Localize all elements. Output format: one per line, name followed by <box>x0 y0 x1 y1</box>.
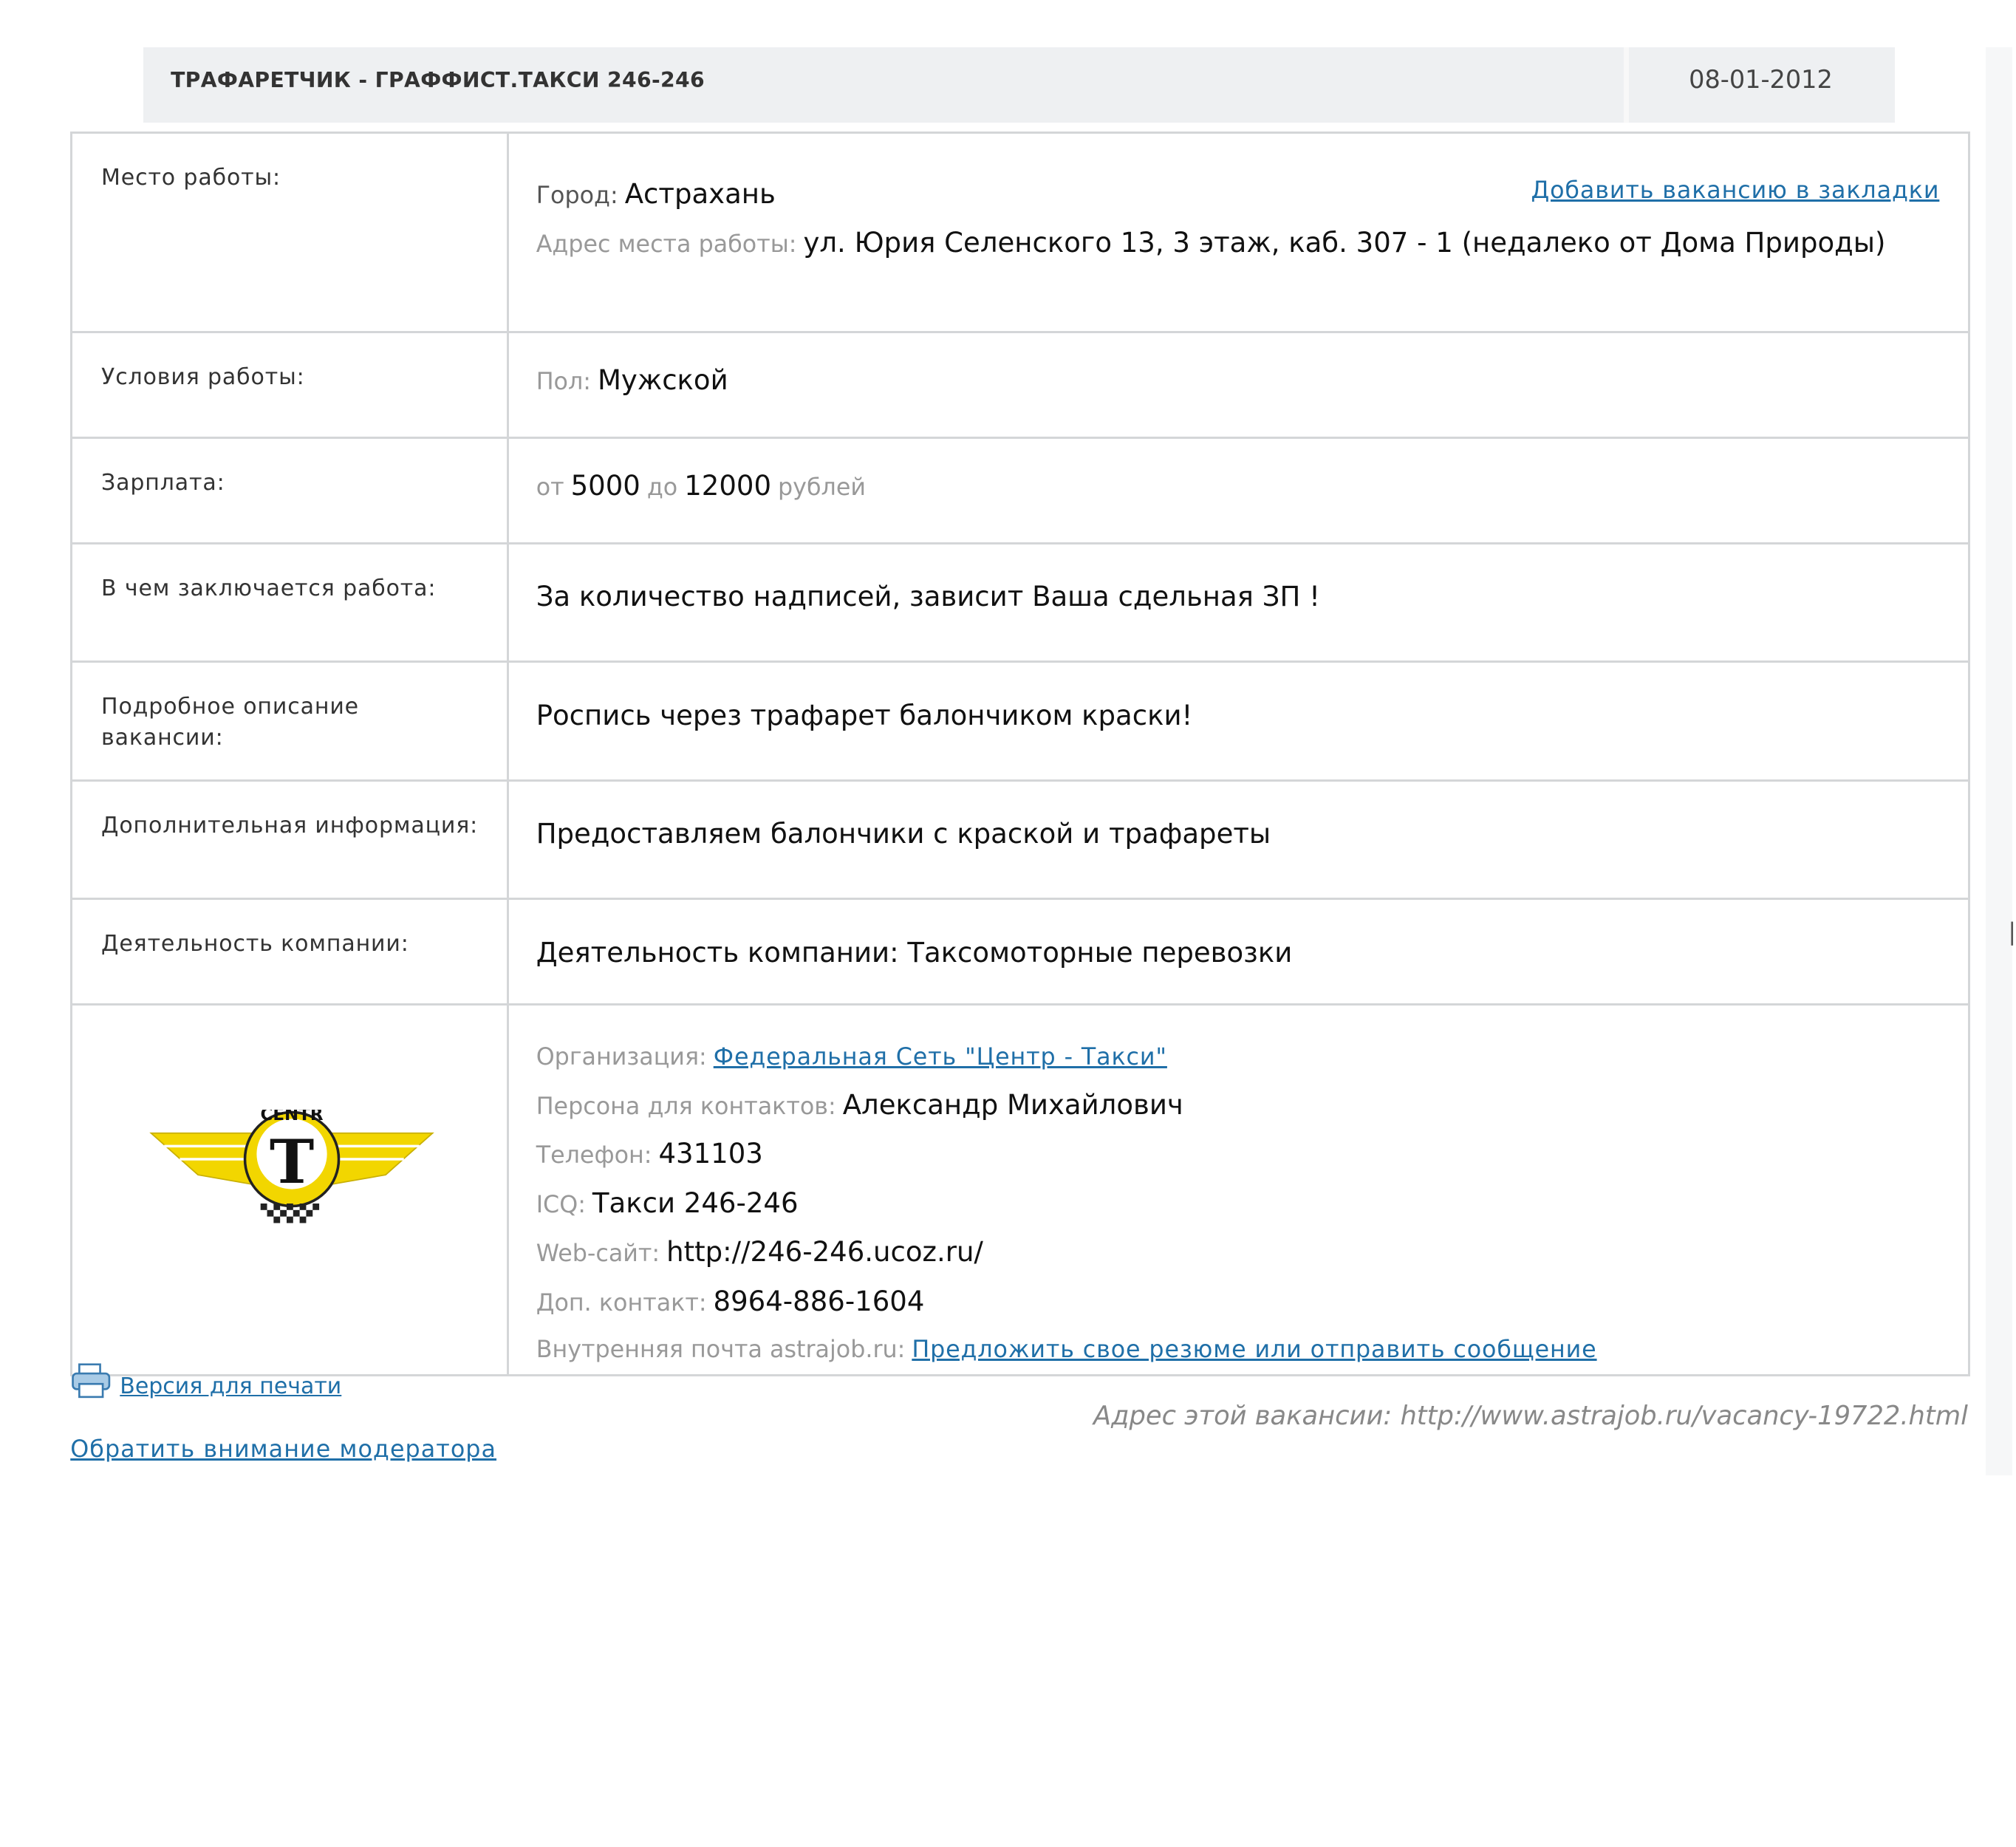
extra-contact-label: Доп. контакт: <box>536 1289 707 1317</box>
icq-value: Такси 246-246 <box>592 1187 799 1219</box>
vacancy-header <box>143 47 1895 123</box>
logo-text: CENTR <box>260 1110 324 1125</box>
icq-line <box>536 1180 1942 1229</box>
phone-line <box>536 1130 1942 1180</box>
row-description <box>72 662 1969 781</box>
web-value: http://246-246.ucoz.ru/ <box>666 1236 983 1269</box>
address-label: Адрес места работы: <box>536 231 797 259</box>
label-work: В чем заключается работа: <box>101 575 437 601</box>
additional-text: Предоставляем балончики с краской и трафареты <box>536 818 1271 850</box>
label-conditions: Условия работы: <box>101 363 305 390</box>
internal-mail-label: Внутренняя почта astrajob.ru: <box>536 1336 906 1364</box>
label-description: Подробное описание вакансии: <box>101 694 360 751</box>
row-contacts <box>72 1005 1969 1375</box>
row-place <box>72 133 1969 332</box>
web-line <box>536 1229 1942 1278</box>
row-work <box>72 543 1969 662</box>
activity-text: Деятельность компании: Таксомоторные перевозки <box>536 936 1293 969</box>
logo-letter: T <box>269 1127 314 1198</box>
icq-label: ICQ: <box>536 1191 586 1218</box>
label-place: Место работы: <box>101 164 281 191</box>
print-version-link[interactable]: Версия для печати <box>120 1373 342 1400</box>
moderator-link[interactable]: Обратить внимание модератора <box>70 1435 497 1463</box>
vacancy-title: ТРАФАРЕТЧИК - ГРАФФИСТ.ТАКСИ 246-246 <box>171 67 705 92</box>
extra-contact-value: 8964-886-1604 <box>713 1285 925 1317</box>
sex-value: Мужской <box>597 364 728 397</box>
add-bookmark-link[interactable]: Добавить вакансию в закладки <box>1531 177 1940 205</box>
row-activity <box>72 899 1969 1005</box>
salary-from: 5000 <box>570 470 640 502</box>
label-additional: Дополнительная информация: <box>101 812 479 839</box>
row-conditions <box>72 332 1969 438</box>
description-text: Роспись через трафарет балончиком краски! <box>536 699 1193 731</box>
right-edge-strip <box>1986 47 2012 1475</box>
header-divider <box>1624 47 1629 123</box>
address-value: ул. Юрия Селенского 13, 3 этаж, каб. 307 - 1 (недалеко от Дома Природы) <box>803 227 1886 259</box>
company-logo <box>148 1110 435 1240</box>
city-label: Город: <box>536 182 618 209</box>
label-salary: Зарплата: <box>101 469 225 496</box>
person-line <box>536 1082 1942 1131</box>
web-label: Web-сайт: <box>536 1240 660 1268</box>
label-activity: Деятельность компании: <box>101 931 409 957</box>
salary-currency: рублей <box>778 474 866 502</box>
extra-contact-line <box>536 1278 1942 1328</box>
row-additional <box>72 780 1969 899</box>
taxi-logo-icon <box>148 1110 435 1240</box>
row-salary <box>72 437 1969 543</box>
right-edge-glyph: | <box>2008 918 2016 946</box>
printer-icon <box>70 1363 112 1399</box>
org-line <box>536 1034 1942 1082</box>
salary-to: 12000 <box>684 470 772 502</box>
person-value: Александр Михайлович <box>842 1088 1183 1121</box>
vacancy-date: 08-01-2012 <box>1689 65 1833 95</box>
phone-value: 431103 <box>658 1138 763 1170</box>
vacancy-url: Адрес этой вакансии: http://www.astrajob.ru/vacancy-19722.html <box>1093 1401 1968 1432</box>
send-resume-link[interactable]: Предложить свое резюме или отправить сообщение <box>912 1336 1597 1364</box>
org-link[interactable]: Федеральная Сеть "Центр - Такси" <box>713 1044 1167 1071</box>
city-value: Астрахань <box>624 177 776 210</box>
salary-to-label: до <box>646 474 678 502</box>
vacancy-table <box>70 132 1970 1376</box>
person-label: Персона для контактов: <box>536 1093 836 1120</box>
phone-label: Телефон: <box>536 1142 652 1170</box>
org-label: Организация: <box>536 1044 707 1071</box>
sex-label: Пол: <box>536 369 591 396</box>
address-line <box>536 219 1942 269</box>
work-text: За количество надписей, зависит Ваша сдельная ЗП ! <box>536 581 1320 613</box>
internal-mail-line <box>536 1327 1942 1374</box>
salary-from-label: от <box>536 474 564 502</box>
